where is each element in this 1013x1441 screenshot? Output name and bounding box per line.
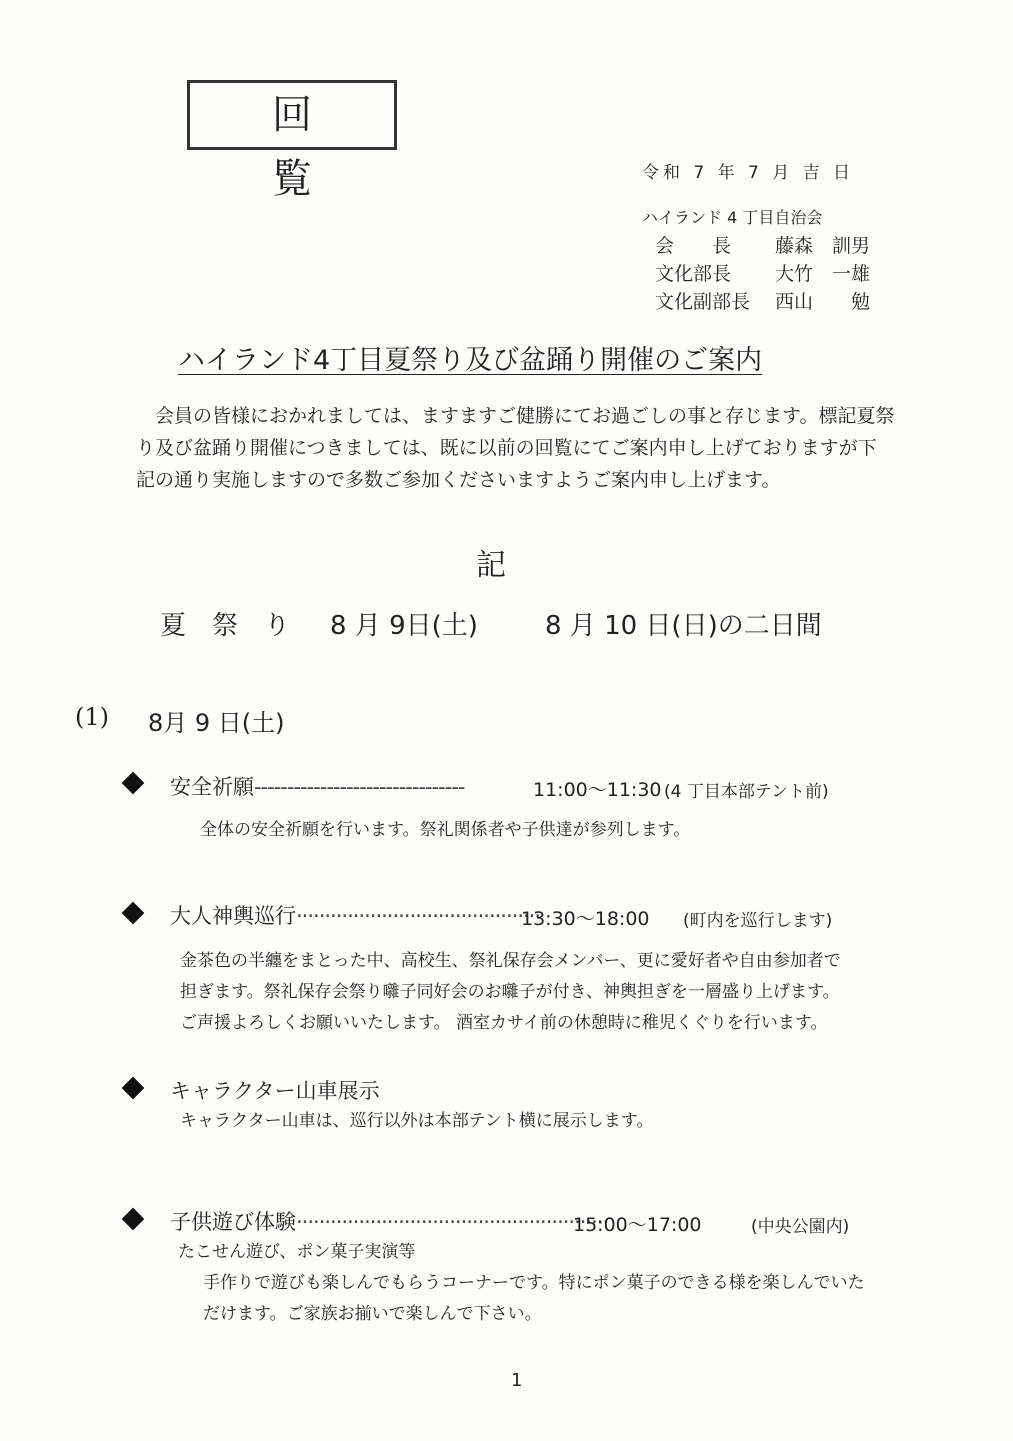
leader-dots: ······················································· xyxy=(296,1210,609,1234)
signatory-name: 大竹 一雄 xyxy=(775,263,871,285)
intro-line: 会員の皆様におかれましては、ますますご健勝にてお過ごしの事と存じます。標記夏祭 xyxy=(136,405,895,427)
description-line: ご声援よろしくお願いいたします。 酒室カサイ前の休憩時に稚児くぐりを行います。 xyxy=(180,1013,828,1033)
item-title xyxy=(170,771,464,801)
item-title-text: キャラクター山車展示 xyxy=(170,1079,380,1103)
signatory-row xyxy=(655,259,870,286)
leader-dots: ··········································· xyxy=(296,904,541,928)
diamond-bullet-icon xyxy=(122,1077,145,1100)
document-title: ハイランド4丁目夏祭り及び盆踊り開催のご案内 xyxy=(178,345,763,376)
item-time: 15:00〜17:00 xyxy=(573,1214,702,1236)
item-title xyxy=(170,1075,380,1105)
signatory-name: 西山 勉 xyxy=(775,291,871,313)
festival-day1: 8 月 9日(土) xyxy=(330,611,478,641)
signatory-role: 文化部長 xyxy=(655,263,732,285)
item-time: 13:30〜18:00 xyxy=(521,908,650,930)
organization-name: ハイランド 4 丁目自治会 xyxy=(642,208,823,227)
signatory-role: 会 長 xyxy=(655,235,732,257)
item-time: 11:00〜11:30 xyxy=(533,779,662,801)
description-line: 担ぎます。祭礼保存会祭り囃子同好会のお囃子が付き、神輿担ぎを一層盛り上げます。 xyxy=(180,982,840,1002)
item-title-text: 大人神輿巡行 xyxy=(170,904,296,928)
page-number: 1 xyxy=(511,1370,523,1391)
item-location: (中央公園内) xyxy=(751,1217,850,1237)
item-description xyxy=(200,815,690,846)
intro-paragraph xyxy=(136,400,926,496)
intro-line: 記の通り実施しますので多数ご参加くださいますようご案内申し上げます。 xyxy=(136,469,781,491)
intro-line: り及び盆踊り開催につきましては、既に以前の回覧にてご案内申し上げておりますが下 xyxy=(136,437,877,459)
item-description xyxy=(180,946,841,1039)
circular-stamp: 回 覧 xyxy=(187,80,397,150)
diamond-bullet-icon xyxy=(122,772,145,795)
festival-dates xyxy=(160,605,822,642)
diamond-bullet-icon xyxy=(122,902,145,925)
description-line: キャラクター山車は、巡行以外は本部テント横に展示します。 xyxy=(180,1111,654,1131)
item-title-text: 子供遊び体験 xyxy=(170,1210,296,1234)
description-line: 手作りで遊びも楽しんでもらうコーナーです。特にポン菓子のできる様を楽しんでいた xyxy=(203,1273,865,1293)
ki-heading: 記 xyxy=(476,548,506,583)
description-line: だけます。ご家族お揃いで楽しんで下さい。 xyxy=(203,1304,542,1324)
document-date: 令和 7 年 7 月 吉 日 xyxy=(642,163,855,183)
signatory-role: 文化副部長 xyxy=(655,291,751,313)
description-line: たこせん遊び、ポン菓子実演等 xyxy=(178,1242,416,1262)
signatory-row xyxy=(655,231,870,258)
description-line: 全体の安全祈願を行います。祭礼関係者や子供達が参列します。 xyxy=(200,820,691,840)
signatory-row xyxy=(655,287,870,314)
item-title-text: 安全祈願 xyxy=(170,775,254,799)
item-description xyxy=(180,1106,653,1137)
section-date: 8月 9 日(土) xyxy=(148,709,285,737)
item-description xyxy=(178,1237,865,1330)
signatory-name: 藤森 訓男 xyxy=(775,235,871,257)
leader-dots: -------------------------------- xyxy=(254,775,465,799)
item-location: (4 丁目本部テント前) xyxy=(664,782,829,802)
item-title xyxy=(170,900,540,930)
diamond-bullet-icon xyxy=(122,1208,145,1231)
description-line: 金茶色の半纏をまとった中、高校生、祭礼保存会メンバー、更に愛好者や自由参加者で xyxy=(180,951,841,971)
section-number: (1) xyxy=(75,703,109,731)
festival-label: 夏 祭 り xyxy=(160,611,291,641)
item-location: (町内を巡行します) xyxy=(683,911,833,931)
item-title xyxy=(170,1206,608,1236)
festival-day2: 8 月 10 日(日)の二日間 xyxy=(545,611,822,641)
